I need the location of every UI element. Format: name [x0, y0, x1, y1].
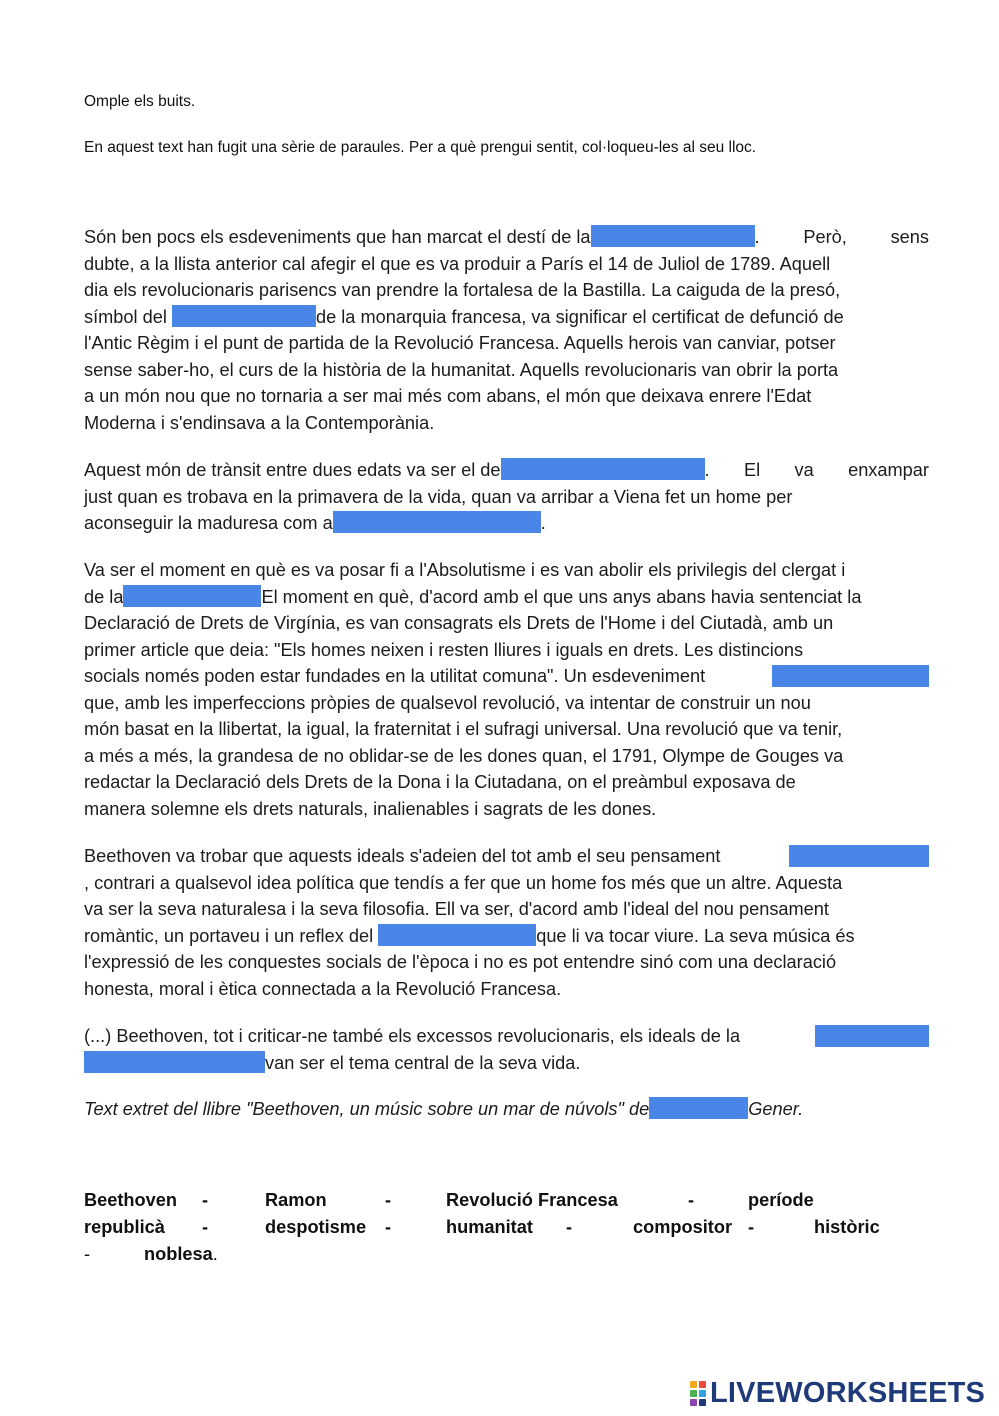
- separator: -: [566, 1217, 573, 1237]
- word-bank-row: [84, 1217, 984, 1244]
- word-option[interactable]: noblesa.: [144, 1244, 218, 1264]
- gap-5-input[interactable]: [123, 585, 261, 607]
- word-option[interactable]: compositor: [633, 1217, 733, 1237]
- separator: -: [385, 1217, 392, 1237]
- word-option[interactable]: històric: [814, 1217, 880, 1237]
- logo-wordmark: LIVEWORKSHEETS: [710, 1377, 986, 1409]
- word-option[interactable]: Beethoven: [84, 1190, 177, 1210]
- paragraph-2: [84, 457, 929, 537]
- text-line: l'expressió de les conquestes socials de l'època i no es pot entendre sinó com una declaració: [84, 952, 837, 972]
- paragraph-3: [84, 557, 929, 822]
- word-bank: [84, 1190, 984, 1271]
- text-line: primer article que deia: "Els homes neixen i resten lliures i iguals en drets. Les distincions: [84, 639, 804, 660]
- logo-square: [690, 1381, 697, 1388]
- text-line: aconseguir la maduresa com a .: [84, 513, 546, 533]
- logo-square: [690, 1399, 697, 1406]
- instructions-title: Omple els buits.: [84, 93, 196, 110]
- text-line: que, amb les imperfeccions pròpies de qualsevol revolució, va intentar de construir un nou: [84, 692, 811, 713]
- word-bank-row: [84, 1190, 984, 1217]
- text-line: , contrari a qualsevol idea política que tendís a fer que un home fos més que un altre. Aquesta: [84, 872, 843, 893]
- text-line: manera solemne els drets naturals, inalienables i sagrats de les dones.: [84, 798, 657, 819]
- paragraph-5: [84, 1023, 929, 1076]
- text-line: Text extret del llibre "Beethoven, un músic sobre un mar de núvols" de Gener.: [84, 1099, 804, 1119]
- gap-10-input[interactable]: [649, 1097, 748, 1119]
- gap-2-input[interactable]: [172, 305, 316, 327]
- text-line: a més a més, la grandesa de no oblidar-se de les dones quan, el 1791, Olympe de Gouges va: [84, 745, 844, 766]
- separator: -: [202, 1190, 209, 1210]
- text-line: dubte, a la llista anterior cal afegir el que es va produir a París el 14 de Juliol de 1789. Aquell: [84, 253, 831, 274]
- gap-3-input[interactable]: [501, 458, 705, 480]
- word-option[interactable]: Revolució Francesa: [446, 1190, 618, 1210]
- paragraph-4: [84, 843, 929, 1002]
- text-line: Declaració de Drets de Virgínia, es van consagrats els Drets de l'Home i del Ciutadà, amb un: [84, 613, 834, 633]
- text-line: Moderna i s'endinsava a la Contemporània.: [84, 412, 435, 433]
- gap-7-input[interactable]: [789, 845, 929, 867]
- text-line: redactar la Declaració dels Drets de la Dona i la Ciutadana, on el preàmbul exposava de: [84, 772, 796, 792]
- word-option[interactable]: despotisme: [265, 1217, 367, 1237]
- separator: -: [688, 1190, 695, 1210]
- text-line: van ser el tema central de la seva vida.: [84, 1050, 929, 1077]
- gap-1-input[interactable]: [591, 225, 755, 247]
- word-option[interactable]: Ramon: [265, 1190, 327, 1210]
- text-line: símbol del de la monarquia francesa, va significar el certificat de defunció de: [84, 306, 844, 327]
- text-line: sense saber-ho, el curs de la història de la humanitat. Aquells revolucionaris van obrir la porta: [84, 359, 839, 380]
- separator: -: [748, 1217, 755, 1237]
- word-option[interactable]: període: [748, 1190, 814, 1210]
- text-line: just quan es trobava en la primavera de la vida, quan va arribar a Viena fet un home per: [84, 486, 793, 507]
- source-citation: [84, 1096, 929, 1123]
- text-line: va ser la seva naturalesa i la seva filosofia. Ell va ser, d'acord amb l'ideal del nou pensament: [84, 899, 829, 919]
- gap-4-input[interactable]: [333, 511, 541, 533]
- paragraph-1: [84, 224, 929, 436]
- separator: -: [202, 1217, 209, 1237]
- text-line: romàntic, un portaveu i un reflex del que li va tocar viure. La seva música és: [84, 925, 855, 946]
- separator: -: [84, 1244, 91, 1264]
- text-line: Va ser el moment en què es va posar fi a l'Absolutisme i es van abolir els privilegis del clergat i: [84, 560, 846, 580]
- text-line: a un món nou que no tornaria a ser mai més com abans, el món que deixava enrere l'Edat: [84, 386, 812, 406]
- text-line: honesta, moral i ètica connectada a la Revolució Francesa.: [84, 978, 562, 999]
- gap-9a-input[interactable]: [815, 1025, 929, 1047]
- liveworksheets-logo: [690, 1377, 985, 1410]
- gap-9b-input[interactable]: [84, 1051, 265, 1073]
- logo-square: [690, 1390, 697, 1397]
- text-line: Beethoven va trobar que aquests ideals s'adeien del tot amb el seu pensament: [84, 843, 929, 870]
- logo-square: [699, 1390, 706, 1397]
- logo-square: [699, 1399, 706, 1406]
- word-bank-row: [84, 1244, 984, 1271]
- text-line: socials només poden estar fundades en la utilitat comuna". Un esdeveniment: [84, 663, 929, 690]
- separator: -: [385, 1190, 392, 1210]
- gap-8-input[interactable]: [378, 924, 536, 946]
- word-option[interactable]: humanitat: [446, 1217, 533, 1237]
- word-option[interactable]: republicà: [84, 1217, 165, 1237]
- text-line: món basat en la llibertat, la igual, la fraternitat i el sufragi universal. Una revolució que va tenir,: [84, 719, 843, 739]
- text-line: (...) Beethoven, tot i criticar-ne també els excessos revolucionaris, els ideals de la: [84, 1023, 929, 1050]
- text-line: dia els revolucionaris parisencs van prendre la fortalesa de la Bastilla. La caiguda de la presó,: [84, 280, 841, 300]
- gap-6-input[interactable]: [772, 665, 929, 687]
- instructions-subtitle: En aquest text han fugit una sèrie de paraules. Per a què prengui sentit, col·loqueu-les al seu lloc.: [84, 139, 757, 156]
- text-line: l'Antic Règim i el punt de partida de la Revolució Francesa. Aquells herois van canviar, potser: [84, 333, 836, 353]
- text-line: de la El moment en què, d'acord amb el que uns anys abans havia sentenciat la: [84, 586, 862, 607]
- text-line: Són ben pocs els esdeveniments que han marcat el destí de la . Però, sens: [84, 227, 929, 247]
- text-line: Aquest món de trànsit entre dues edats va ser el de . El va enxampar: [84, 460, 929, 480]
- logo-mark-icon: [690, 1381, 706, 1406]
- logo-square: [699, 1381, 706, 1388]
